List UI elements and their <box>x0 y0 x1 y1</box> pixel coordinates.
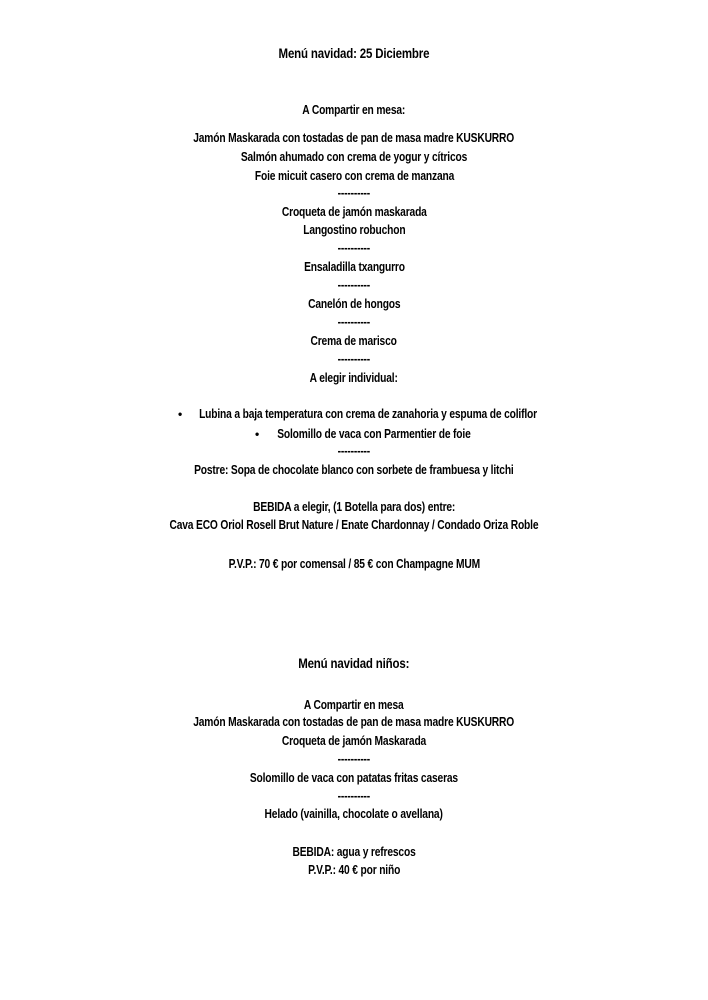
bullet-icon: • <box>178 407 183 421</box>
individual-option: Lubina a baja temperatura con crema de zanahoria y espuma de coliflor <box>199 407 537 421</box>
menu-title: Menú navidad: 25 Diciembre <box>278 45 430 61</box>
menu-item: Langostino robuchon <box>302 223 406 237</box>
shared-heading: A Compartir en mesa: <box>302 103 406 117</box>
menu-item: Jamón Maskarada con tostadas de pan de masa madre KUSKURRO <box>193 131 515 145</box>
kids-drinks: BEBIDA: agua y refrescos <box>292 845 416 859</box>
kids-menu-title: Menú navidad niños: <box>298 655 410 671</box>
separator: ---------- <box>337 241 371 255</box>
individual-option: Solomillo de vaca con Parmentier de foie <box>277 427 471 441</box>
separator: ---------- <box>337 752 371 766</box>
drinks-options: Cava ECO Oriol Rosell Brut Nature / Enate Chardonnay / Condado Oriza Roble <box>169 518 539 532</box>
separator: ---------- <box>337 315 371 329</box>
separator: ---------- <box>337 444 371 458</box>
kids-price: P.V.P.: 40 € por niño <box>307 863 401 877</box>
individual-heading: A elegir individual: <box>309 371 399 385</box>
kids-shared-heading: A Compartir en mesa <box>304 698 404 712</box>
menu-item: Canelón de hongos <box>307 297 401 311</box>
kids-menu-item: Solomillo de vaca con patatas fritas caseras <box>249 771 459 785</box>
price: P.V.P.: 70 € por comensal / 85 € con Champagne MUM <box>228 557 480 571</box>
menu-item: Croqueta de jamón maskarada <box>281 205 427 219</box>
separator: ---------- <box>337 278 371 292</box>
drinks-line: BEBIDA a elegir, (1 Botella para dos) entre: <box>252 500 455 514</box>
separator: ---------- <box>337 186 371 200</box>
bullet-icon: • <box>255 427 260 441</box>
menu-item: Foie micuit casero con crema de manzana <box>254 169 454 183</box>
separator: ---------- <box>337 352 371 366</box>
kids-menu-item: Helado (vainilla, chocolate o avellana) <box>264 807 444 821</box>
dessert: Postre: Sopa de chocolate blanco con sorbete de frambuesa y litchi <box>194 463 514 477</box>
kids-menu-item: Croqueta de jamón Maskarada <box>281 734 427 748</box>
separator: ---------- <box>337 789 371 803</box>
kids-menu-item: Jamón Maskarada con tostadas de pan de masa madre KUSKURRO <box>193 715 515 729</box>
menu-item: Salmón ahumado con crema de yogur y cítricos <box>240 150 468 164</box>
menu-item: Crema de marisco <box>310 334 398 348</box>
menu-item: Ensaladilla txangurro <box>303 260 405 274</box>
